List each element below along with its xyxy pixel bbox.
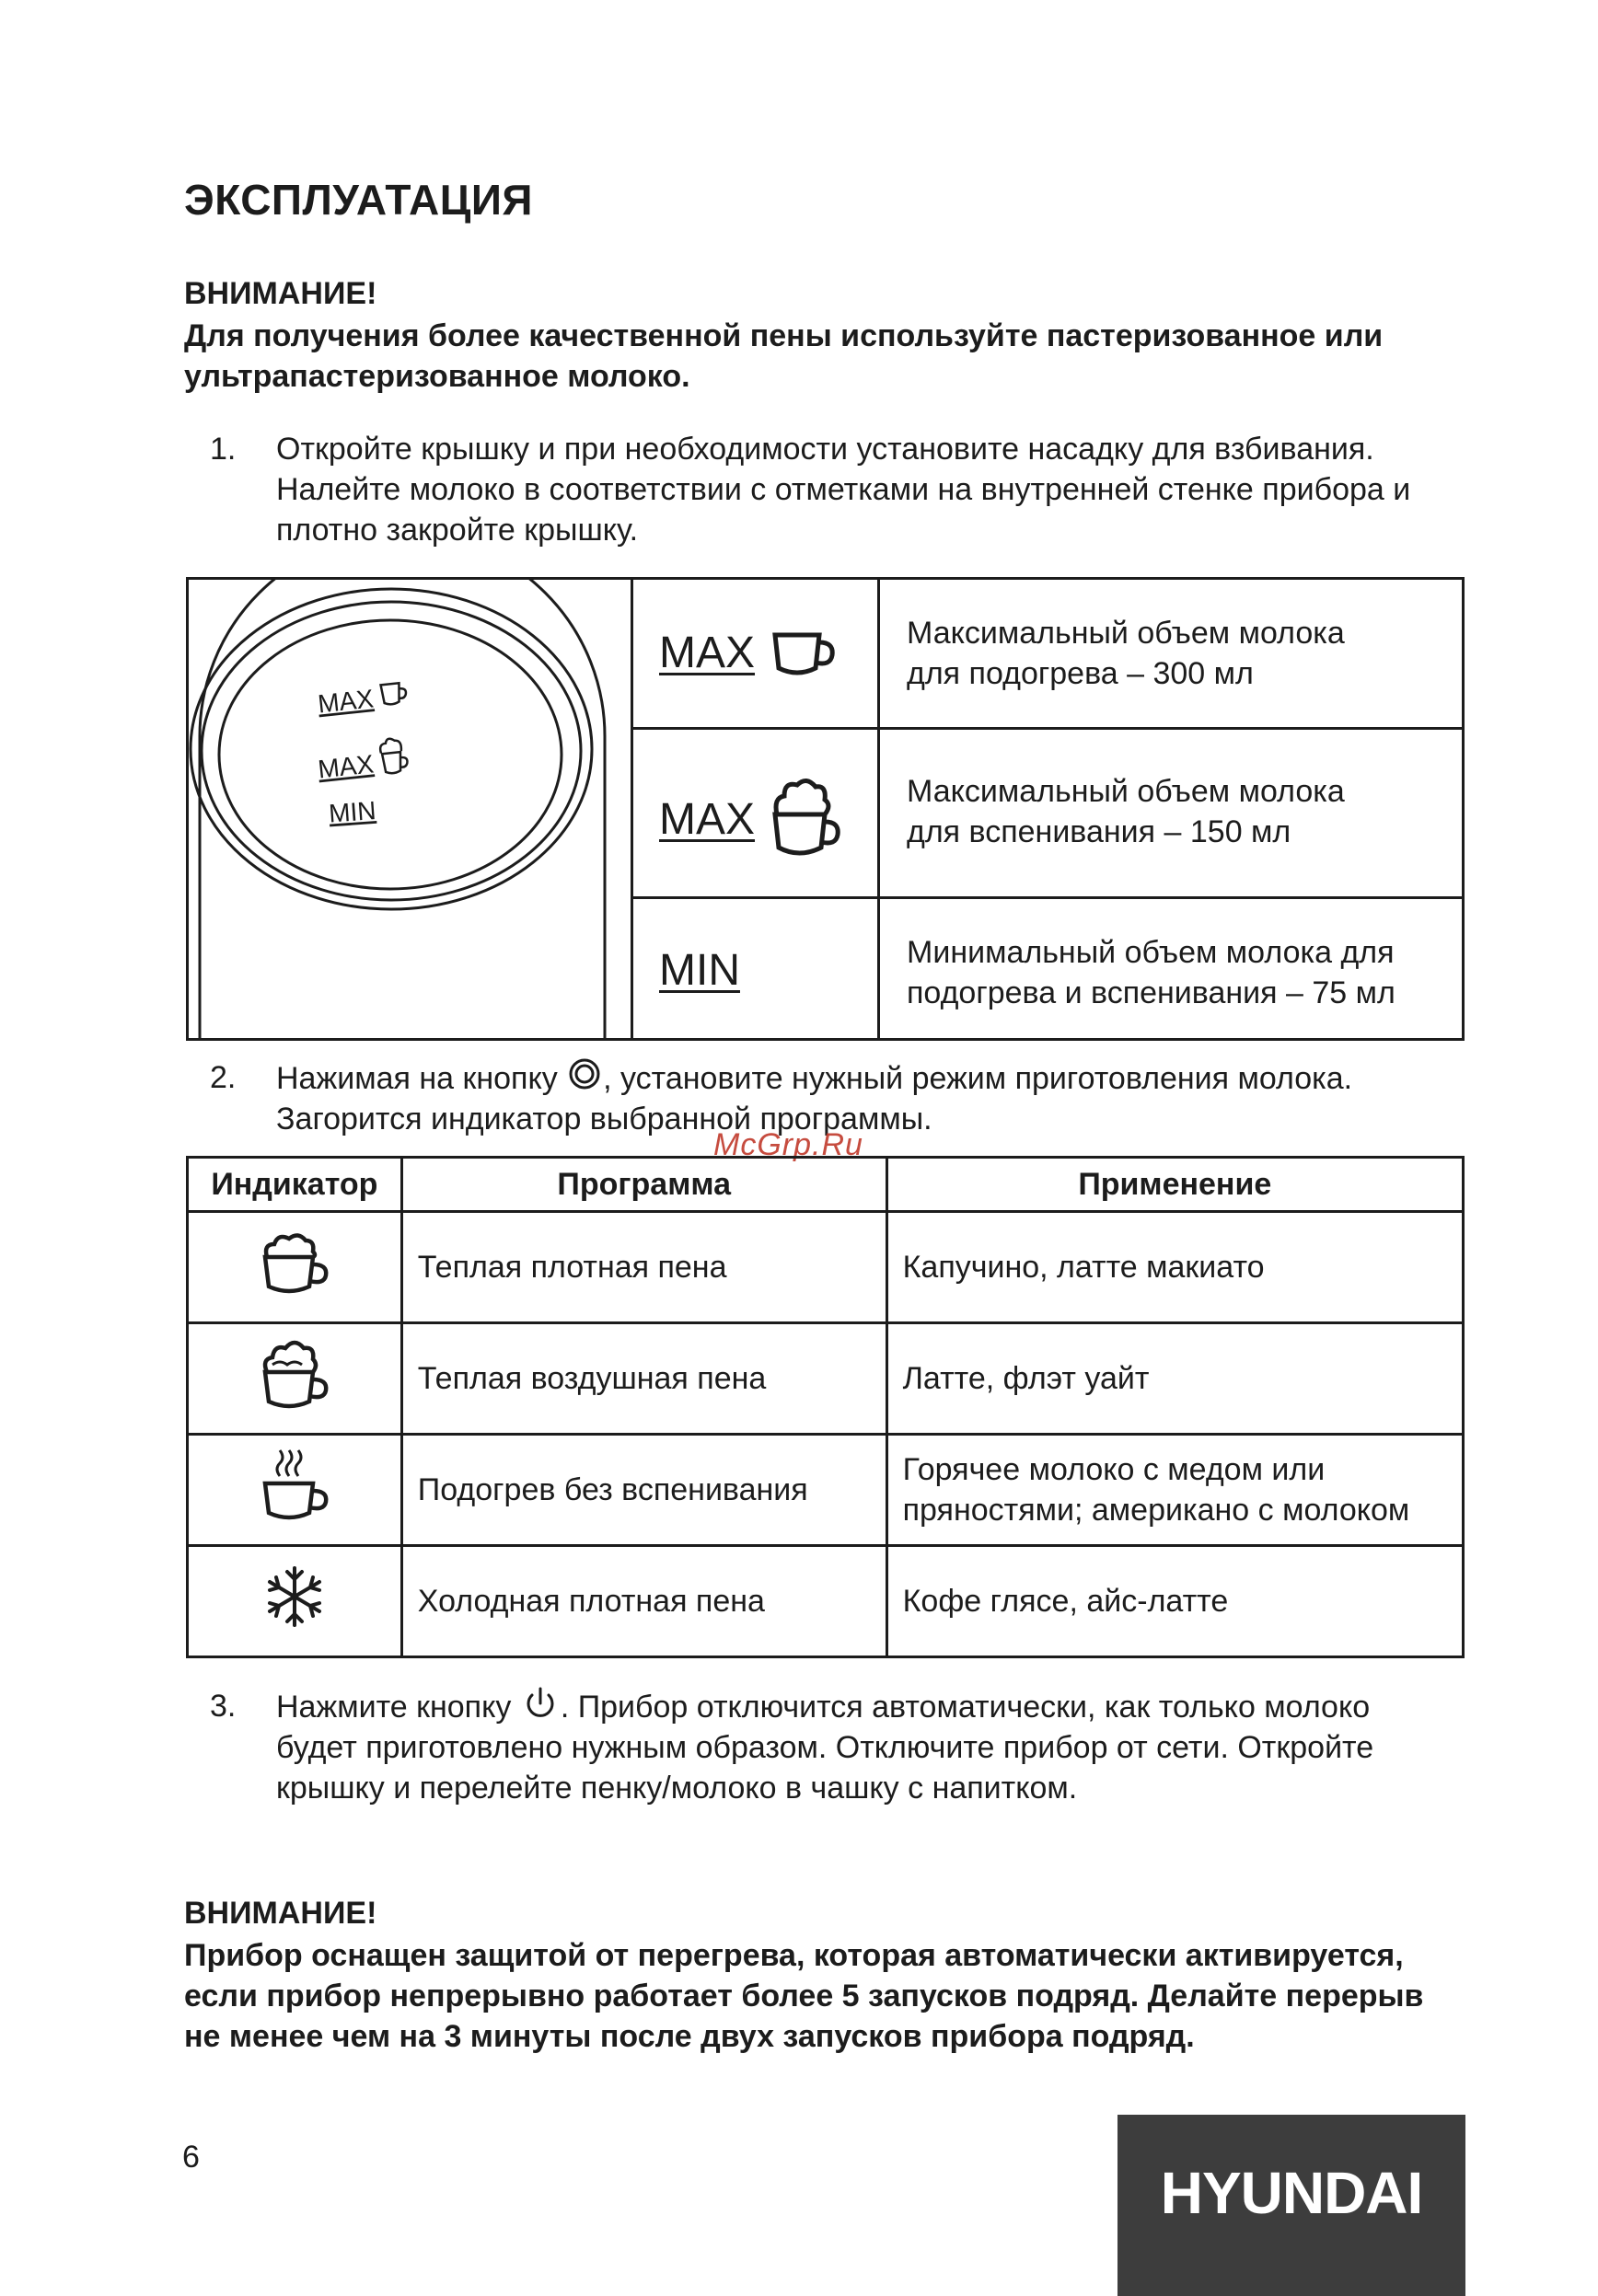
section-title: ЭКСПЛУАТАЦИЯ	[184, 176, 533, 224]
level-label: MAX	[659, 629, 756, 677]
program-table	[186, 1156, 1465, 1658]
jug-lid-diagram	[189, 580, 633, 1038]
page-number: 6	[182, 2140, 200, 2175]
level-label: MAX	[659, 795, 756, 844]
usage-line: Латте, флэт уайт	[902, 1361, 1150, 1396]
program-cell: Холодная плотная пена	[401, 1546, 886, 1657]
level-label: MIN	[659, 946, 740, 995]
step-3	[210, 1686, 1480, 1815]
dense-foam-cup-icon	[258, 1229, 331, 1296]
step-number: 1.	[210, 432, 237, 467]
diagram-min-label: MIN	[328, 796, 377, 828]
level-desc-line: Минимальный объем молока для	[907, 935, 1395, 970]
step-text: Нажимая на кнопку	[276, 1061, 558, 1096]
level-row-max-heat	[633, 580, 1462, 730]
usage-line: Горячее молоко с медом или	[902, 1452, 1326, 1487]
usage-cell	[886, 1212, 1463, 1323]
warning-heading: ВНИМАНИЕ!	[184, 1896, 377, 1931]
fill-level-table	[186, 577, 1465, 1041]
column-header: Программа	[401, 1158, 886, 1212]
power-icon	[520, 1686, 561, 1723]
usage-line: пряностями; американо с молоком	[902, 1493, 1410, 1528]
table-header-row	[188, 1158, 1464, 1212]
level-desc-line: Максимальный объем молока	[907, 774, 1345, 809]
step-line: Налейте молоко в соответствии с отметками на внутренней стенке прибора и	[276, 472, 1411, 507]
step-text: , установите нужный режим приготовления молока.	[603, 1061, 1353, 1096]
warning-line: если прибор непрерывно работает более 5 запусков подряд. Делайте перерыв	[184, 1979, 1424, 2013]
warning-heading: ВНИМАНИЕ!	[184, 276, 377, 311]
snowflake-icon	[262, 1564, 327, 1629]
step-line: крышку и перелейте пенку/молоко в чашку с напитком.	[276, 1771, 1078, 1806]
step-line: Загорится индикатор выбранной программы.	[276, 1102, 932, 1136]
warning-block-top	[184, 276, 1383, 397]
watermark: McGrp.Ru	[713, 1127, 863, 1162]
brand-logo: HYUNDAI	[1160, 2160, 1423, 2226]
level-desc-line: для подогрева – 300 мл	[907, 656, 1254, 691]
program-cell: Теплая плотная пена	[401, 1212, 886, 1323]
level-row-min	[633, 899, 1462, 1038]
usage-line: Кофе глясе, айс-латте	[902, 1584, 1229, 1619]
diagram-max-label: MAX	[316, 684, 376, 719]
step-line: будет приготовлено нужным образом. Отключите прибор от сети. Откройте	[276, 1730, 1374, 1765]
step-number: 3.	[210, 1689, 237, 1724]
usage-line: Капучино, латте макиато	[902, 1250, 1265, 1285]
usage-cell	[886, 1435, 1463, 1546]
warning-line: не менее чем на 3 минуты после двух запусков прибора подряд.	[184, 2019, 1195, 2054]
step-number: 2.	[210, 1060, 237, 1095]
step-line: плотно закройте крышку.	[276, 513, 639, 548]
diagram-max-foam-label: MAX	[316, 749, 376, 784]
warning-block-bottom	[184, 1896, 1423, 2057]
step-text: Нажмите кнопку	[276, 1690, 512, 1725]
indicator-cell	[188, 1435, 402, 1546]
table-row	[188, 1546, 1464, 1657]
steam-cup-icon	[258, 1448, 331, 1522]
program-cell: Подогрев без вспенивания	[401, 1435, 886, 1546]
airy-foam-cup-icon	[258, 1337, 331, 1411]
column-header: Применение	[886, 1158, 1463, 1212]
program-cell: Теплая воздушная пена	[401, 1323, 886, 1435]
indicator-cell	[188, 1546, 402, 1657]
brand-logo-box	[1117, 2115, 1465, 2296]
step-1	[210, 429, 1480, 558]
mode-button-icon	[566, 1057, 603, 1094]
usage-cell	[886, 1323, 1463, 1435]
step-line: Откройте крышку и при необходимости установите насадку для взбивания.	[276, 432, 1374, 467]
warning-line: ультрапастеризованное молоко.	[184, 359, 690, 394]
column-header: Индикатор	[188, 1158, 402, 1212]
table-row	[188, 1323, 1464, 1435]
usage-cell	[886, 1546, 1463, 1657]
level-desc-line: Максимальный объем молока	[907, 616, 1345, 651]
indicator-cell	[188, 1212, 402, 1323]
level-row-max-foam	[633, 730, 1462, 899]
level-desc-line: для вспенивания – 150 мл	[907, 814, 1291, 849]
indicator-cell	[188, 1323, 402, 1435]
cup-icon	[771, 628, 840, 683]
warning-line: Прибор оснащен защитой от перегрева, которая автоматически активируется,	[184, 1938, 1404, 1973]
level-desc-line: подогрева и вспенивания – 75 мл	[907, 975, 1395, 1010]
warning-line: Для получения более качественной пены используйте пастеризованное или	[184, 318, 1384, 353]
table-row	[188, 1212, 1464, 1323]
foam-cup-icon	[771, 774, 840, 861]
table-row	[188, 1435, 1464, 1546]
step-text: . Прибор отключится автоматически, как только молоко	[560, 1690, 1371, 1725]
